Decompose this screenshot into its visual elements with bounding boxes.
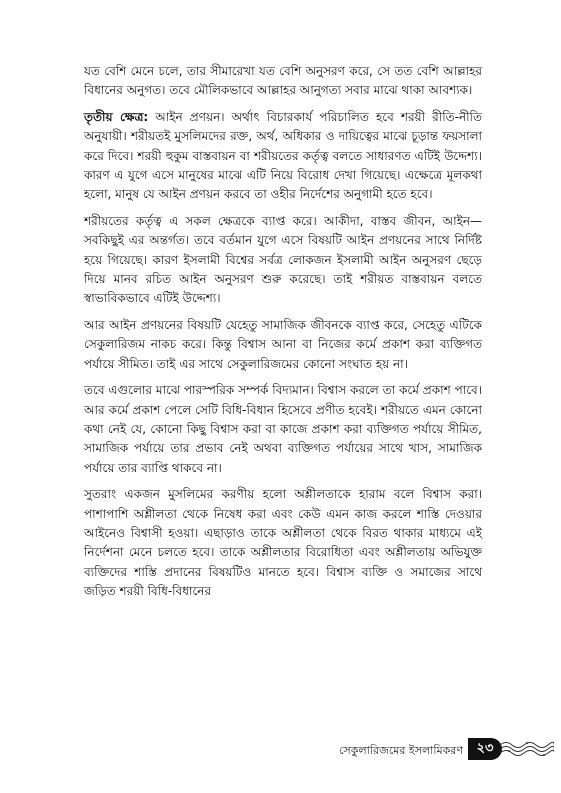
running-book-title: সেকুলারিজমের ইসলামিকরণ (339, 744, 463, 757)
paragraph-2-text: আইন প্রণয়ন। অর্থাৎ বিচারকার্য পরিচালিত হবে শরয়ী রীতি-নীতি অনুযায়ী। শরীয়তই মুসলিমদের রক্ত, অর্থ, অধিকার ও দায়িত্বের মাঝে চূড়ান্ত ফয়সালা করে দিবে। শরয়ী হুকুম বাস্তবায়ন বা শরীয়তের কর্তৃত্ব বলতে সাধারণত এটিই উদ্দেশ্য। কারণ এ যুগে এসে মানুষের মাঝে এটি নিয়ে বিরোধ দেখা গিয়েছে। এক্ষেত্রে মূলকথা হলো, মানুষ যে আইন প্রণয়ন করবে তা ওহীর নির্দেশের অনুগামী হতে হবে। (84, 109, 482, 202)
section-heading-third-field: তৃতীয় ক্ষেত্র: (84, 109, 149, 124)
wave-ornament-icon (500, 739, 554, 759)
paragraph-1-text: যত বেশি মেনে চলে, তার সীমারেখা যত বেশি অনুসরণ করে, সে তত বেশি আল্লাহর বিধানের অনুগত। তবে মৌলিকভাবে আল্লাহর আনুগত্য সবার মাঝে থাকা আবশ্যক। (84, 64, 482, 98)
paragraph-4 (84, 316, 482, 374)
paragraph-1 (84, 62, 482, 101)
paragraph-5 (84, 381, 482, 478)
paragraph-4-text: আর আইন প্রণয়নের বিষয়টি যেহেতু সামাজিক জীবনকে ব্যাপ্ত করে, সেহেতু এটিকে সেকুলারিজম নাকচ করে। কিন্তু বিশ্বাস আনা বা নিজের কর্মে প্রকাশ করা ব্যক্তিগত পর্যায়ে সীমিত। তাই এর সাথে সেকুলারিজমের কোনো সংঘাত হয় না। (84, 317, 482, 371)
page-footer (0, 738, 561, 762)
paragraph-3 (84, 212, 482, 309)
paragraph-5-text: তবে এগুলোর মাঝে পারস্পরিক সম্পর্ক বিদ্যমান। বিশ্বাস করলে তা কর্মে প্রকাশ পাবে। আর কর্মে প্রকাশ পেলে সেটি বিধি-বিধান হিসেবে প্রণীত হবেই। শরীয়তে এমন কোনো কথা নেই যে, কোনো কিছু বিশ্বাস করা বা কাজে প্রকাশ করা ব্যক্তিগত পর্যায়ে সীমিত, সামাজিক পর্যায়ে তার প্রভাব নেই অথবা ব্যক্তিগত পর্যায়ের সাথে খাস, সামাজিক পর্যায়ে তার ব্যাপ্তি থাকবে না। (84, 383, 482, 475)
paragraph-3-text: শরীয়তের কর্তৃত্ব এ সকল ক্ষেত্রকে ব্যাপ্ত করে। আকীদা, বাস্তব জীবন, আইন—সবকিছুই এর অন্তর্গত। তবে বর্তমান যুগে এসে বিষয়টি আইন প্রণয়নের সাথে নির্দিষ্ট হয়ে গিয়েছে। কারণ ইসলামী বিশ্বের সর্বত্র লোকজন ইসলামী আইন অনুসরণ ছেড়ে দিয়ে মানব রচিত আইন অনুসরণ শুরু করেছে। তাই শরীয়ত বাস্তবায়ন বলতে স্বাভাবিকভাবে এটিই উদ্দেশ্য। (84, 213, 482, 306)
paragraph-6 (84, 485, 482, 601)
page-number: ২৩ (468, 738, 502, 760)
paragraph-2 (84, 108, 482, 205)
paragraph-6-text: সুতরাং একজন মুসলিমের করণীয় হলো অশ্লীলতাকে হারাম বলে বিশ্বাস করা। পাশাপাশি অশ্লীলতা থেকে নিষেধ করা এবং কেউ এমন কাজ করলে শাস্তি দেওয়ার আইনেও বিশ্বাসী হওয়া। এছাড়াও তাকে অশ্লীলতা থেকে বিরত থাকার মাধ্যমে এই নির্দেশনা মেনে চলতে হবে। তাকে অশ্লীলতার বিরোধিতা এবং অশ্লীলতায় অভিযুক্ত ব্যক্তিদের শাস্তি প্রদানের বিষয়টিও মানতে হবে। বিশ্বাস ব্যক্তি ও সমাজের সাথে জড়িত শরয়ী বিধি-বিধানের (84, 487, 482, 599)
page-body (84, 62, 482, 609)
